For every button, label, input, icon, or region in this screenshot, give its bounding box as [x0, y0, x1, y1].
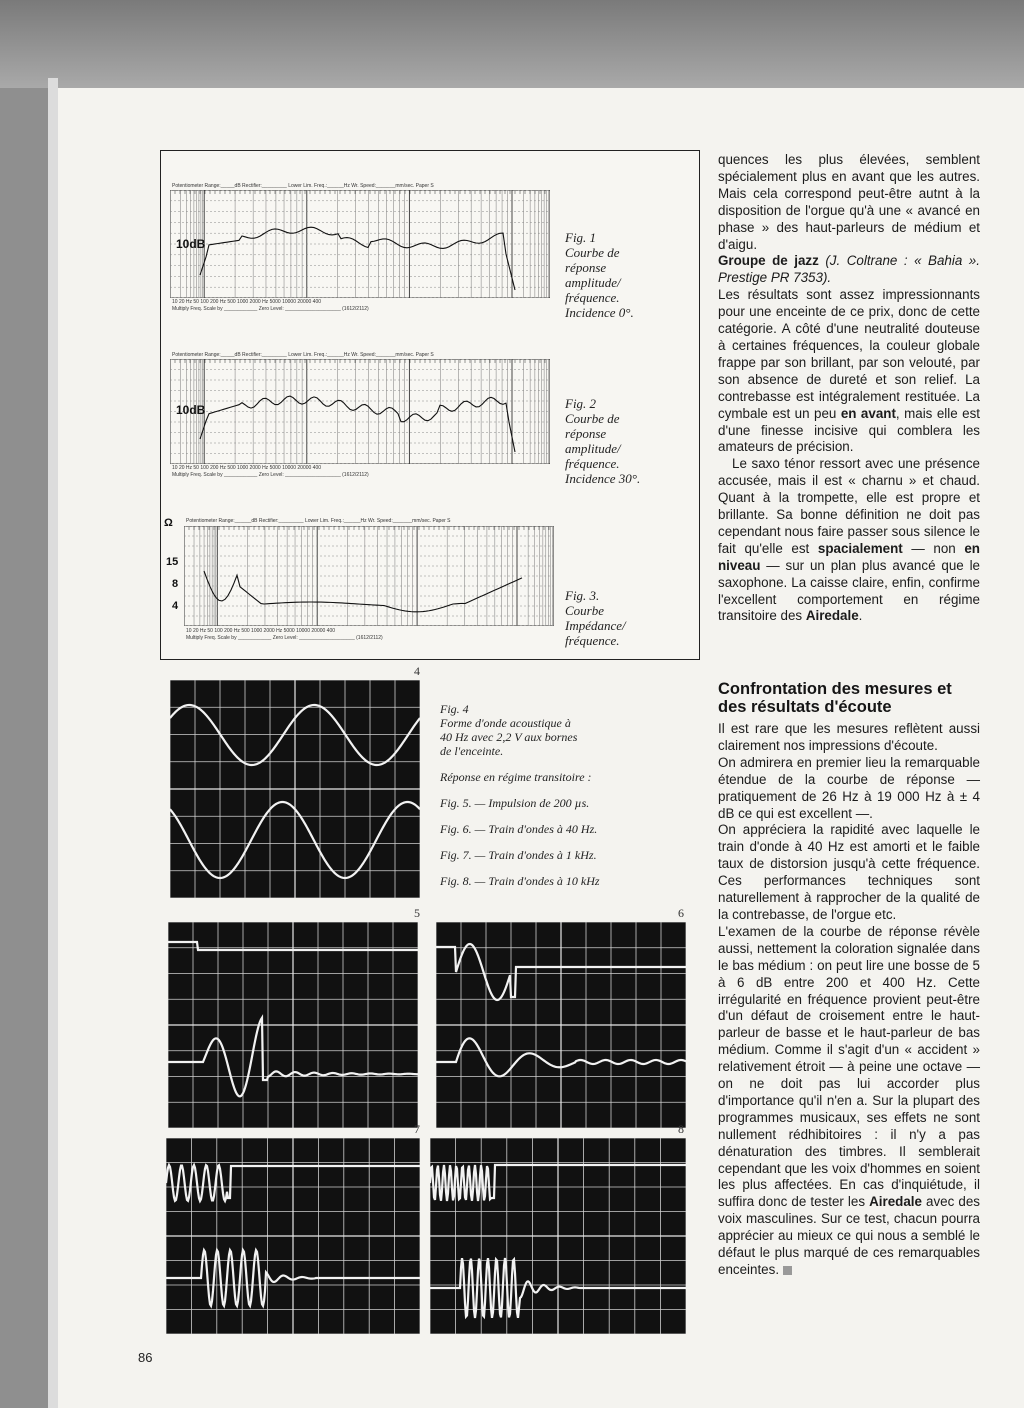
fig6-oscillogram — [436, 922, 686, 1128]
fig1-caption-line: Fig. 1 — [565, 230, 597, 245]
fig1-caption-line: Incidence 0°. — [565, 305, 634, 320]
fig7-number: 7 — [414, 1122, 420, 1136]
article-column-bottom — [718, 721, 980, 1279]
text-run: Le saxo ténor ressort avec une présence accusée, mais il est « charnu » et chaud. Quant à la trompette, elle est propre et brillante. Sa bonne définition ne doit pas cependant nous faire passer sous silence le fait qu'elle est — [718, 456, 980, 556]
text-run: — sur un plan plus avancé que le saxophone. La caisse claire, enfin, confirme l'excellent comportement en régime transitoire des — [718, 557, 980, 624]
text-run: . — [858, 608, 863, 624]
fig1-caption-line: Courbe de — [565, 245, 620, 260]
paragraph-jazz-head — [718, 253, 980, 287]
fig3-caption — [565, 588, 675, 648]
fig2-multiply-note: Multiply Freq. Scale by ____________ Zero Level: ____________________ (1612/2112) — [172, 472, 369, 478]
fig4-number: 4 — [414, 664, 420, 678]
fig3-caption-line: Fig. 3. — [565, 588, 600, 603]
fig4-caption-title: Fig. 4 — [440, 702, 469, 716]
page-number: 86 — [138, 1350, 153, 1365]
fig3-y-label: 4 — [172, 600, 179, 612]
paragraph-intro: Il est rare que les mesures reflètent aussi clairement nos impressions d'écoute. — [718, 721, 980, 753]
fig4-caption-line: Forme d'onde acoustique à — [440, 716, 571, 730]
fig3-ohm-symbol: Ω — [164, 517, 173, 529]
fig2-caption-line: Incidence 30°. — [565, 471, 641, 486]
paragraph-speed: On appréciera la rapidité avec laquelle le train d'onde à 40 Hz est amorti et le faible taux de distorsion jusqu'à cette fréquence. Ces performances techniques sont naturellement à rapprocher de la qualité de la contrebasse, de l'orgue etc. — [718, 822, 980, 922]
jazz-heading: Groupe de jazz — [718, 253, 819, 269]
fig4-caption — [440, 702, 660, 900]
fig2-chart-header: Potentiometer Range:_____dB Rectifier:_________ Lower Lim. Freq.:______Hz Wr. Speed:_______mm/sec. Paper S — [172, 352, 434, 358]
fig1-10db-mark: 10dB — [176, 237, 206, 251]
fig3-caption-line: fréquence. — [565, 633, 620, 648]
fig5-oscillogram — [168, 922, 418, 1128]
emphasis: en avant — [840, 405, 896, 421]
text-run: Les résultats sont assez impressionnants pour une enceinte de ce prix, donc de cette catégorie. A côté d'une neutralité douteuse à certaines fréquences, la couleur globale frappe par son brillant, par son velouté, par son absence de dureté et son relief. La contrebasse est intégralement restituée. La cymbale est un peu — [718, 287, 980, 421]
fig3-caption-line: Courbe — [565, 603, 604, 618]
paragraph-results — [718, 287, 980, 456]
fig2-caption-line: réponse — [565, 426, 607, 441]
fig7-oscillogram — [166, 1138, 420, 1334]
brand-name: Airedale — [869, 1194, 922, 1210]
paragraph-sax — [718, 456, 980, 625]
text-run: , mais elle est d'une finesse incisive qui comblera les amateurs de précision. — [718, 405, 980, 455]
fig1-caption-line: réponse — [565, 260, 607, 275]
text-run: — non — [902, 540, 965, 556]
fig6-number: 6 — [678, 906, 684, 920]
fig2-caption-line: Fig. 2 — [565, 396, 597, 411]
fig8-caption: Fig. 8. — Train d'ondes à 10 kHz — [440, 874, 600, 888]
fig3-y-label: 8 — [172, 578, 179, 590]
fig5-caption: Fig. 5. — Impulsion de 200 µs. — [440, 796, 590, 810]
section-heading: Confrontation des mesures et des résultats d'écoute — [718, 680, 952, 716]
fig2-caption — [565, 396, 675, 486]
fig5-number: 5 — [414, 906, 420, 920]
fig8-oscillogram — [430, 1138, 686, 1334]
fig4-caption-line: de l'enceinte. — [440, 744, 504, 758]
fig3-multiply-note: Multiply Freq. Scale by ____________ Zero Level: ____________________ (1612/2112) — [186, 635, 383, 641]
page-edge — [48, 78, 58, 1408]
text-run: avec des voix masculines. Sur ce test, chacun pourra apprécier au mieux ce qui nous a semblé le défaut le plus marqué de ces remarquables enceintes. — [718, 1194, 980, 1277]
fig1-caption-line: amplitude/ — [565, 275, 621, 290]
emphasis: en niveau — [718, 540, 980, 573]
fig8-number: 8 — [678, 1122, 684, 1136]
fig6-caption: Fig. 6. — Train d'ondes à 40 Hz. — [440, 822, 598, 836]
fig4-caption-line: 40 Hz avec 2,2 V aux bornes — [440, 730, 578, 744]
paragraph-organ: quences les plus élevées, semblent spécialement plus en avant que les autres. Mais cela correspond peut-être autnt à la disposition de l'orgue qu'à une « avancé en phase » des haut-parleurs de médium et d'aigu. — [718, 152, 980, 252]
fig7-caption: Fig. 7. — Train d'ondes à 1 kHz. — [440, 848, 597, 862]
fig2-response-chart — [170, 359, 550, 464]
fig1-chart — [170, 190, 550, 298]
fig3-impedance-chart — [184, 526, 554, 626]
text-run: L'examen de la courbe de réponse révèle aussi, nettement la coloration signalée dans le bas médium : on peut lire une bosse de 5 à 6 dB entre 200 et 400 Hz. Cette irrégularité en fréquence provient peut-être d'un défaut de croisement entre le haut-parleur de basse et le haut-parleur de bas médium. Comme il s'agit d'un « accident » relativement étroit — à peine une octave — on ne doit pas lui accorder plus d'importance qu'il n'en a. Sur la plupart des programmes musicaux, ses effets ne sont nullement rédhibitoires : il n'y a pas dénaturation des timbres. Il semblerait cependant que les voix d'hommes en soient les plus affectées. En cas d'inquiétude, il suffira donc de tester les — [718, 923, 980, 1210]
fig4-oscillogram — [170, 680, 420, 898]
fig3-caption-line: Impédance/ — [565, 618, 626, 633]
fig3-chart — [184, 526, 554, 626]
fig3-x-ticks: 10 20 Hz 50 100 200 Hz 500 1000 2000 Hz 5000 10000 20000 400 — [186, 628, 336, 634]
brand-name: Airedale — [805, 608, 859, 624]
fig1-x-ticks: 10 20 Hz 50 100 200 Hz 500 1000 2000 Hz 5000 10000 20000 400 — [172, 299, 322, 305]
fig2-caption-line: amplitude/ — [565, 441, 621, 456]
fig1-response-chart — [170, 190, 550, 298]
fig1-chart-header: Potentiometer Range:_____dB Rectifier:_________ Lower Lim. Freq.:______Hz Wr. Speed:_______mm/sec. Paper S — [172, 183, 434, 189]
fig2-caption-line: Courbe de — [565, 411, 620, 426]
fig2-chart — [170, 359, 550, 464]
fig1-caption — [565, 230, 675, 320]
fig3-y-label: 15 — [166, 556, 179, 568]
end-mark-icon — [783, 1266, 792, 1275]
fig2-10db-mark: 10dB — [176, 403, 206, 417]
paragraph-range: On admirera en premier lieu la remarquable étendue de la courbe de réponse — pratiquement de 26 Hz à 19 000 Hz à ± 4 dB ce qui est excellent —. — [718, 754, 980, 821]
paragraph-analysis — [718, 924, 980, 1279]
article-column-top — [718, 152, 980, 625]
fig2-x-ticks: 10 20 Hz 50 100 200 Hz 500 1000 2000 Hz 5000 10000 20000 400 — [172, 465, 322, 471]
fig3-chart-header: Potentiometer Range:______dB Rectifier:_________ Lower Lim. Freq.:______Hz Wr. Speed:_______mm/sec. Paper S — [186, 518, 451, 524]
fig1-multiply-note: Multiply Freq. Scale by ____________ Zero Level: ____________________ (1612/2112) — [172, 306, 369, 312]
scan-background — [0, 0, 1024, 88]
jazz-reference: (J. Coltrane : « Bahia ». Prestige PR 7353). — [718, 253, 980, 286]
transient-subtitle: Réponse en régime transitoire : — [440, 770, 592, 784]
fig2-caption-line: fréquence. — [565, 456, 620, 471]
fig1-caption-line: fréquence. — [565, 290, 620, 305]
emphasis: spacialement — [817, 540, 903, 556]
